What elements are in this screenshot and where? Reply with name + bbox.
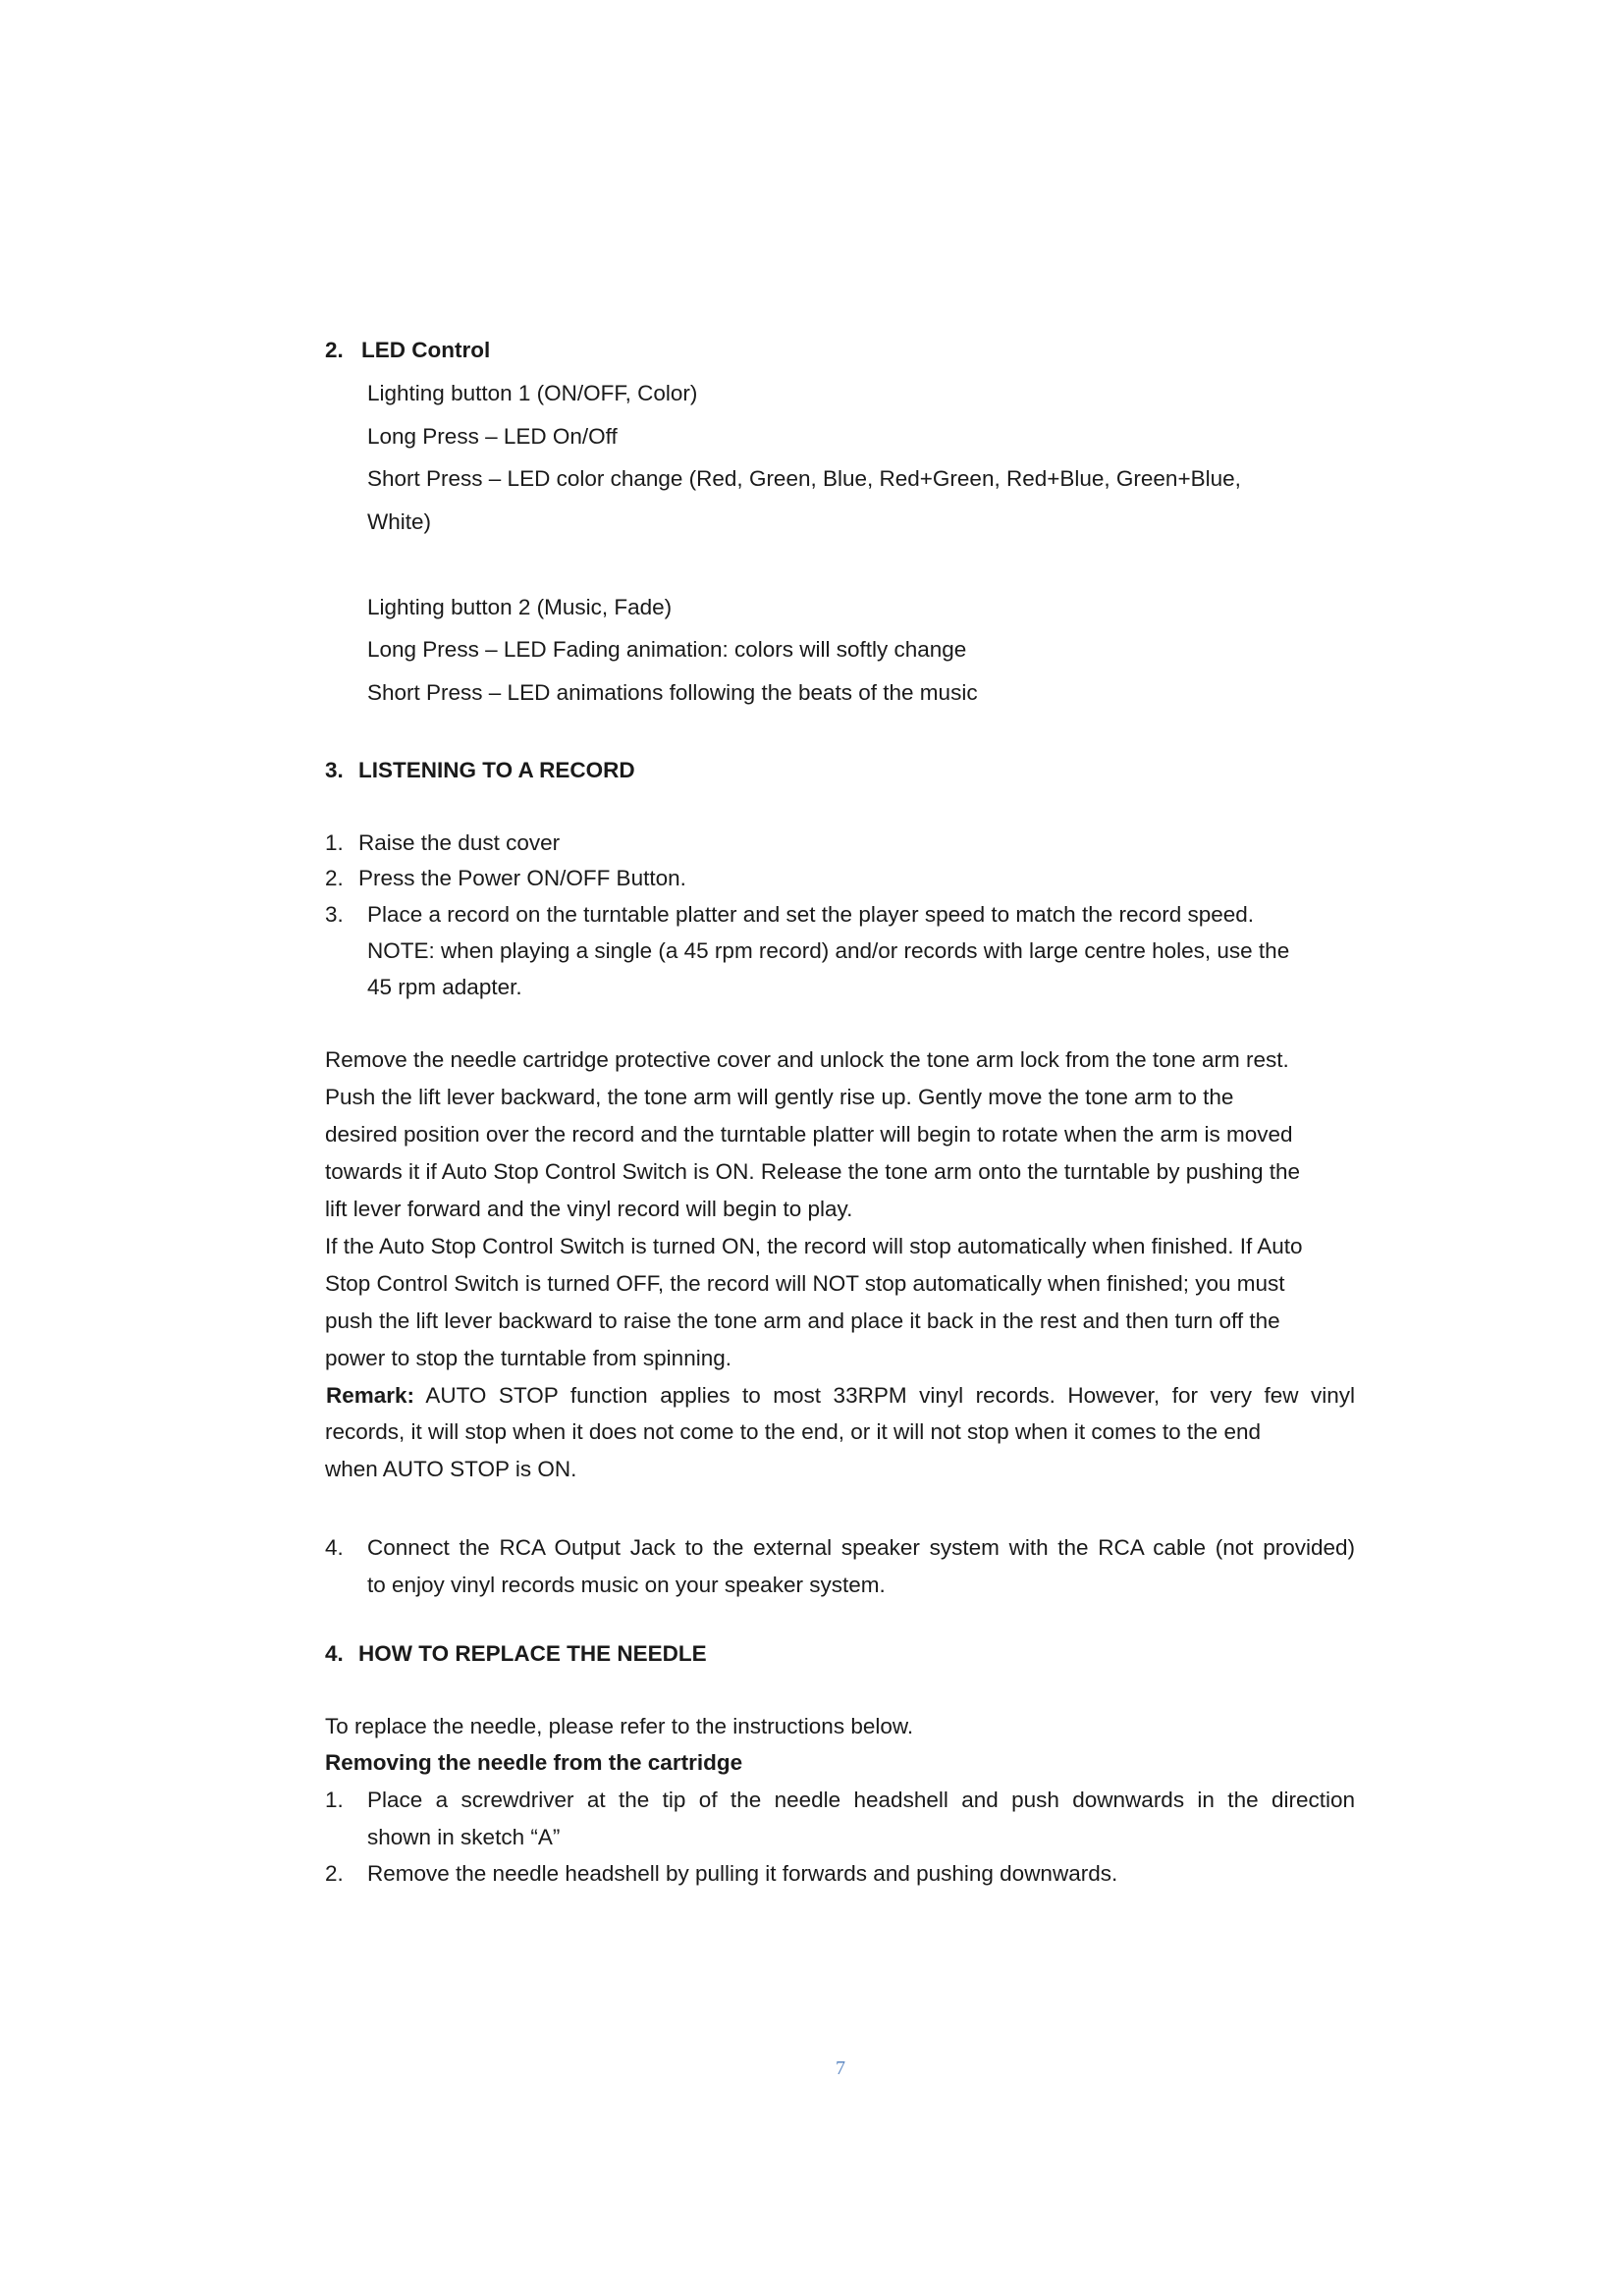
- remark-text: AUTO STOP function applies to most 33RPM vinyl records. However, for very few vinyl: [425, 1383, 1356, 1408]
- section-number-led: 2.: [325, 338, 344, 362]
- paragraph-line: power to stop the turntable from spinning.: [325, 1346, 731, 1370]
- needle-intro: To replace the needle, please refer to the instructions below.: [325, 1714, 914, 1738]
- led-line-4: White): [367, 509, 432, 534]
- paragraph-line: lift lever forward and the vinyl record will begin to play.: [325, 1197, 853, 1221]
- needle-subheading: Removing the needle from the cartridge: [325, 1750, 743, 1775]
- step-text: Raise the dust cover: [358, 830, 561, 855]
- section-number-listening: 3.: [325, 758, 344, 782]
- step-number: 2.: [325, 1861, 344, 1886]
- section-title-listening: LISTENING TO A RECORD: [358, 758, 635, 782]
- remark-line: records, it will stop when it does not come to the end, or it will not stop when it comes to the end: [325, 1419, 1261, 1444]
- note-line-2: 45 rpm adapter.: [367, 975, 522, 999]
- step-number: 1.: [325, 1788, 344, 1812]
- needle-step2-text: Remove the needle headshell by pulling it forwards and pushing downwards.: [367, 1861, 1118, 1886]
- led-line-5: Lighting button 2 (Music, Fade): [367, 595, 673, 619]
- note-line-1: NOTE: when playing a single (a 45 rpm record) and/or records with large centre holes, use the: [367, 938, 1290, 963]
- step-number: 3.: [325, 902, 344, 927]
- step4-line-1: Connect the RCA Output Jack to the external speaker system with the RCA cable (not provided): [367, 1535, 1355, 1560]
- step-text: Place a record on the turntable platter and set the player speed to match the record speed.: [367, 902, 1255, 927]
- led-line-1: Lighting button 1 (ON/OFF, Color): [367, 381, 698, 405]
- section-number-needle: 4.: [325, 1641, 344, 1666]
- paragraph-line: push the lift lever backward to raise the tone arm and place it back in the rest and then turn off the: [325, 1308, 1280, 1333]
- led-line-3: Short Press – LED color change (Red, Green, Blue, Red+Green, Red+Blue, Green+Blue,: [367, 466, 1241, 491]
- step-number: 4.: [325, 1535, 344, 1560]
- paragraph-line: Remove the needle cartridge protective cover and unlock the tone arm lock from the tone arm rest.: [325, 1047, 1289, 1072]
- needle-step1-line-1: Place a screwdriver at the tip of the needle headshell and push downwards in the direction: [367, 1788, 1355, 1812]
- paragraph-line: desired position over the record and the turntable platter will begin to rotate when the arm is moved: [325, 1122, 1293, 1147]
- paragraph-line: towards it if Auto Stop Control Switch is ON. Release the tone arm onto the turntable by pushing the: [325, 1159, 1301, 1184]
- paragraph-line: Stop Control Switch is turned OFF, the record will NOT stop automatically when finished; you must: [325, 1271, 1285, 1296]
- section-title-needle: HOW TO REPLACE THE NEEDLE: [358, 1641, 707, 1666]
- paragraph-line: Push the lift lever backward, the tone arm will gently rise up. Gently move the tone arm to the: [325, 1085, 1234, 1109]
- remark-label: Remark:: [326, 1383, 415, 1408]
- paragraph-line: If the Auto Stop Control Switch is turned ON, the record will stop automatically when finished. If Auto: [325, 1234, 1303, 1258]
- needle-step1-line-2: shown in sketch “A”: [367, 1825, 561, 1849]
- led-line-7: Short Press – LED animations following the beats of the music: [367, 680, 978, 705]
- led-line-2: Long Press – LED On/Off: [367, 424, 618, 449]
- remark-first-line: [326, 1382, 1355, 1410]
- step-number: 1.: [325, 830, 344, 855]
- remark-line: when AUTO STOP is ON.: [325, 1457, 577, 1481]
- section-title-led: LED Control: [361, 338, 491, 362]
- page-number: 7: [836, 2057, 845, 2079]
- step4-line-2: to enjoy vinyl records music on your speaker system.: [367, 1573, 886, 1597]
- step-number: 2.: [325, 866, 344, 890]
- step-text: Press the Power ON/OFF Button.: [358, 866, 686, 890]
- led-line-6: Long Press – LED Fading animation: colors will softly change: [367, 637, 967, 662]
